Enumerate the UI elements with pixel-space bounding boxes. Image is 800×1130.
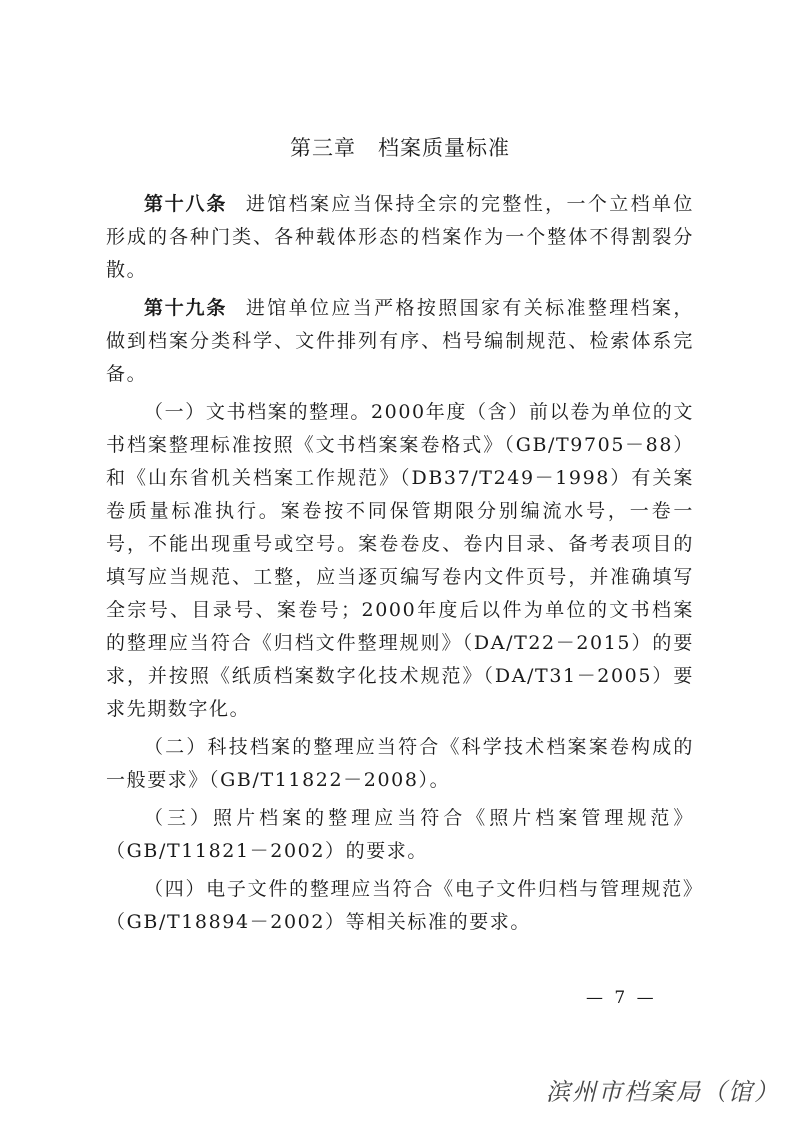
page-number: — 7 — (586, 988, 657, 1008)
article-18-text: 进馆档案应当保持全宗的完整性，一个立档单位形成的各种门类、各种载体形态的档案作为一个整体不得割裂分散。 (106, 193, 694, 281)
article-19-paragraph (106, 292, 694, 391)
chapter-heading (0, 132, 800, 162)
watermark-text: 滨州市档案局（馆） (546, 1080, 780, 1106)
chapter-title: 档案质量标准 (378, 136, 510, 160)
article-19-label: 第十九条 (144, 297, 228, 319)
chapter-number: 第三章 (290, 136, 356, 160)
article-18-paragraph (106, 188, 694, 287)
item-3-paragraph: （三）照片档案的整理应当符合《照片档案管理规范》（GB/T11821－2002）的要求。 (106, 807, 694, 862)
body-text (106, 188, 694, 939)
item-1-paragraph: （一）文书档案的整理。2000年度（含）前以卷为单位的文书档案整理标准按照《文书档案案卷格式》（GB/T9705－88）和《山东省机关档案工作规范》（DB37/T249－1998）有关案卷质量标准执行。案卷按不同保管期限分别编流水号，一卷一号，不能出现重号或空号。案卷卷皮、卷内目录、备考表项目的填写应当规范、工整，应当逐页编写卷内文件页号，并准确填写全宗号、目录号、案卷号；2000年度后以件为单位的文书档案的整理应当符合《归档文件整理规则》（DA/T22－2015）的要求，并按照《纸质档案数字化技术规范》（DA/T31－2005）要求先期数字化。 (106, 401, 694, 720)
article-18-label: 第十八条 (144, 193, 228, 215)
item-4-paragraph: （四）电子文件的整理应当符合《电子文件归档与管理规范》（GB/T18894－2002）等相关标准的要求。 (106, 878, 694, 933)
item-2-paragraph: （二）科技档案的整理应当符合《科学技术档案案卷构成的一般要求》（GB/T11822－2008）。 (106, 736, 694, 791)
article-19-text: 进馆单位应当严格按照国家有关标准整理档案，做到档案分类科学、文件排列有序、档号编制规范、检索体系完备。 (106, 297, 694, 385)
